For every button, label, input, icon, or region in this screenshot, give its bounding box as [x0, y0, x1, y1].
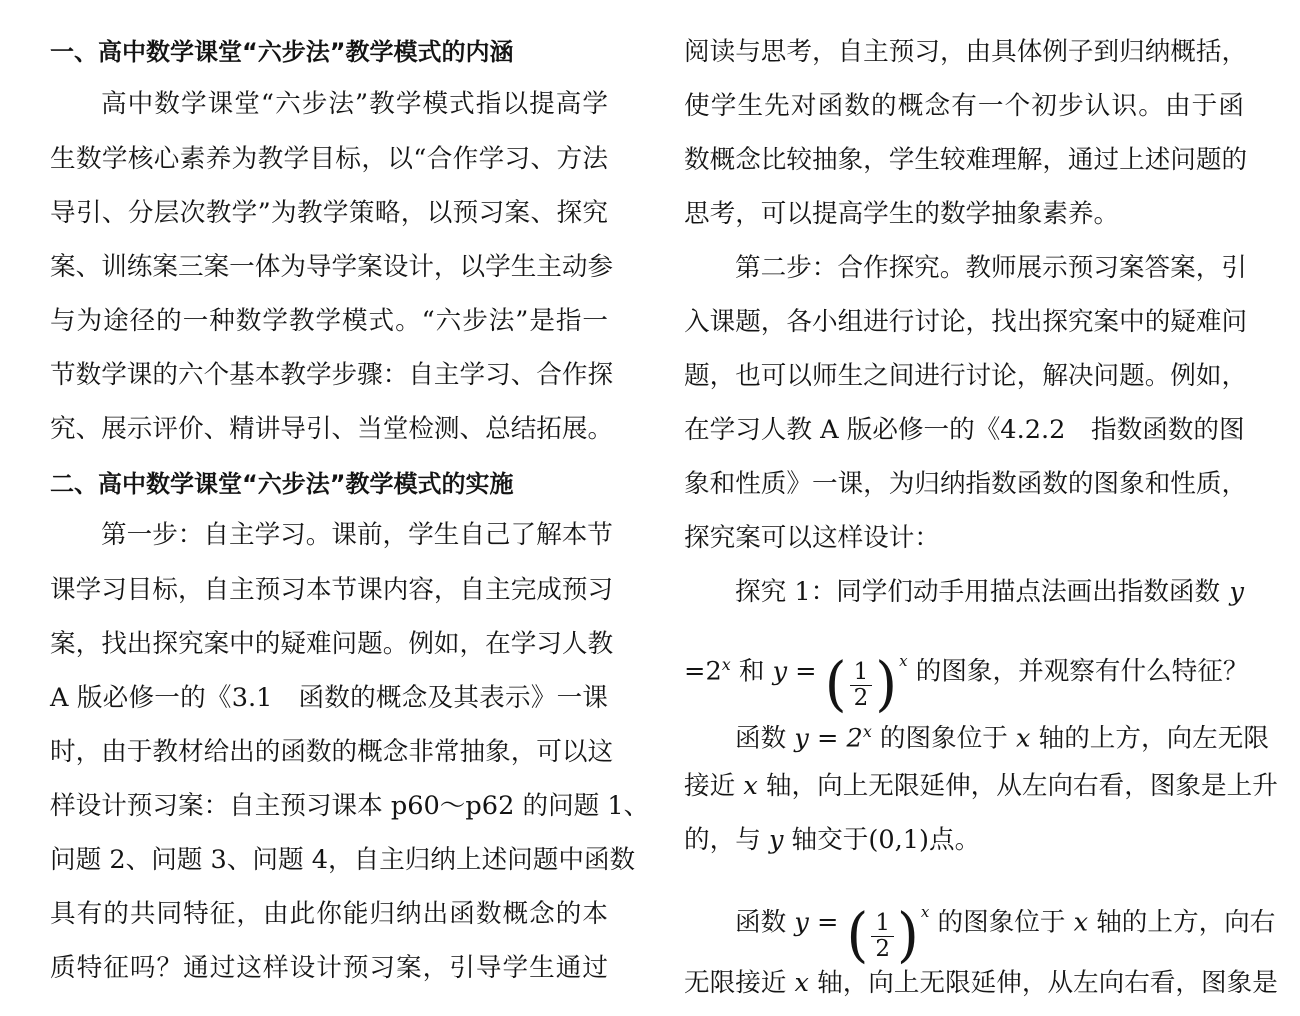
explore-text: 探究 1：同学们动手用描点法画出指数函数 [735, 577, 1221, 607]
explore-line-1 [684, 577, 1244, 607]
fraction-numerator: 1 [850, 660, 873, 686]
paragraph-line: 究、展示评价、精讲导引、当堂检测、总结拓展。 [50, 414, 614, 444]
paragraph-line: 入课题，各小组进行讨论，找出探究案中的疑难问 [684, 307, 1248, 337]
paragraph-line: 第一步：自主学习。课前，学生自己了解本节 [101, 520, 613, 550]
section-heading-2: 二、高中数学课堂“六步法”教学模式的实施 [50, 470, 514, 498]
paragraph-line: 具有的共同特征，由此你能归纳出函数概念的本 [50, 899, 608, 929]
paragraph-line: 生数学核心素养为教学目标，以“合作学习、方法 [50, 144, 608, 174]
half-fraction: ( $\frac{1}{2}$ ) $^x$ [846, 901, 930, 970]
paragraph-line: 问题 2、问题 3、问题 4，自主归纳上述问题中函数 [50, 845, 636, 875]
math-exponent: x [721, 654, 731, 674]
paragraph-line: 接近 x 轴，向上无限延伸，从左向右看，图象是上升 [684, 771, 1278, 801]
paragraph-line: 题，也可以师生之间进行讨论，解决问题。例如， [684, 361, 1248, 391]
fraction-exponent: x [899, 652, 908, 670]
paragraph-line: 导引、分层次教学”为教学策略，以预习案、探究 [50, 198, 608, 228]
math-var-y: y [1229, 577, 1244, 607]
paragraph-line: 使学生先对函数的概念有一个初步认识。由于函 [684, 91, 1244, 121]
paragraph-line: 课学习目标，自主预习本节课内容，自主完成预习 [50, 575, 614, 605]
explore-tail: 的图象，并观察有什么特征？ [915, 656, 1249, 687]
paragraph-line: 节数学课的六个基本教学步骤：自主学习、合作探 [50, 360, 614, 390]
explore-line-2 [684, 631, 1249, 719]
paragraph-line: 函数 $y = 2^x$ 的图象位于 x 轴的上方，向左无限 [735, 722, 1269, 754]
math-y-eq: y = [772, 656, 817, 687]
fraction-denominator: 2 [853, 684, 869, 711]
paragraph-line: 探究案可以这样设计： [684, 523, 940, 553]
paragraph-line: 时，由于教材给出的函数的概念非常抽象，可以这 [50, 737, 614, 767]
math-formula: y = 2 [794, 723, 863, 754]
math-eq: =2 [684, 656, 722, 687]
paragraph-line: A 版必修一的《3.1 函数的概念及其表示》一课 [50, 683, 608, 713]
paragraph-line: 第二步：合作探究。教师展示预习案答案，引 [735, 253, 1247, 283]
section-heading-1: 一、高中数学课堂“六步法”教学模式的内涵 [50, 38, 514, 66]
half-fraction: ( $\frac{1}{2}$ ) $^x$ [824, 650, 908, 719]
paragraph-line: 在学习人教 A 版必修一的《4.2.2 指数函数的图 [684, 415, 1245, 445]
paragraph-line: 的，与 y 轴交于(0,1)点。 [684, 825, 981, 855]
paragraph-line: 数概念比较抽象，学生较难理解，通过上述问题的 [684, 145, 1248, 175]
paragraph-line: 象和性质》一课，为归纳指数函数的图象和性质， [684, 469, 1248, 499]
paragraph-line: 阅读与思考，自主预习，由具体例子到归纳概括， [684, 37, 1248, 67]
and-text: 和 [738, 656, 765, 687]
paragraph-line: 高中数学课堂“六步法”教学模式指以提高学 [101, 89, 608, 119]
paragraph-line: 样设计预习案：自主预习课本 p60～p62 的问题 1、 [50, 791, 650, 821]
paragraph-line: 案，找出探究案中的疑难问题。例如，在学习人教 [50, 629, 614, 659]
paragraph-line: 案、训练案三案一体为导学案设计，以学生主动参 [50, 252, 614, 282]
paragraph-line: 思考，可以提高学生的数学抽象素养。 [684, 199, 1120, 229]
paragraph-line: 函数 y = ( $\frac{1}{2}$ ) $^x$ 的图象位于 x 轴的上方，向右 [684, 882, 1275, 942]
paragraph-line: 无限接近 x 轴，向上无限延伸，从左向右看，图象是 [684, 968, 1278, 998]
paragraph-line: 与为途径的一种数学教学模式。“六步法”是指一 [50, 306, 608, 336]
paragraph-line: 质特征吗？通过这样设计预习案，引导学生通过 [50, 953, 608, 983]
